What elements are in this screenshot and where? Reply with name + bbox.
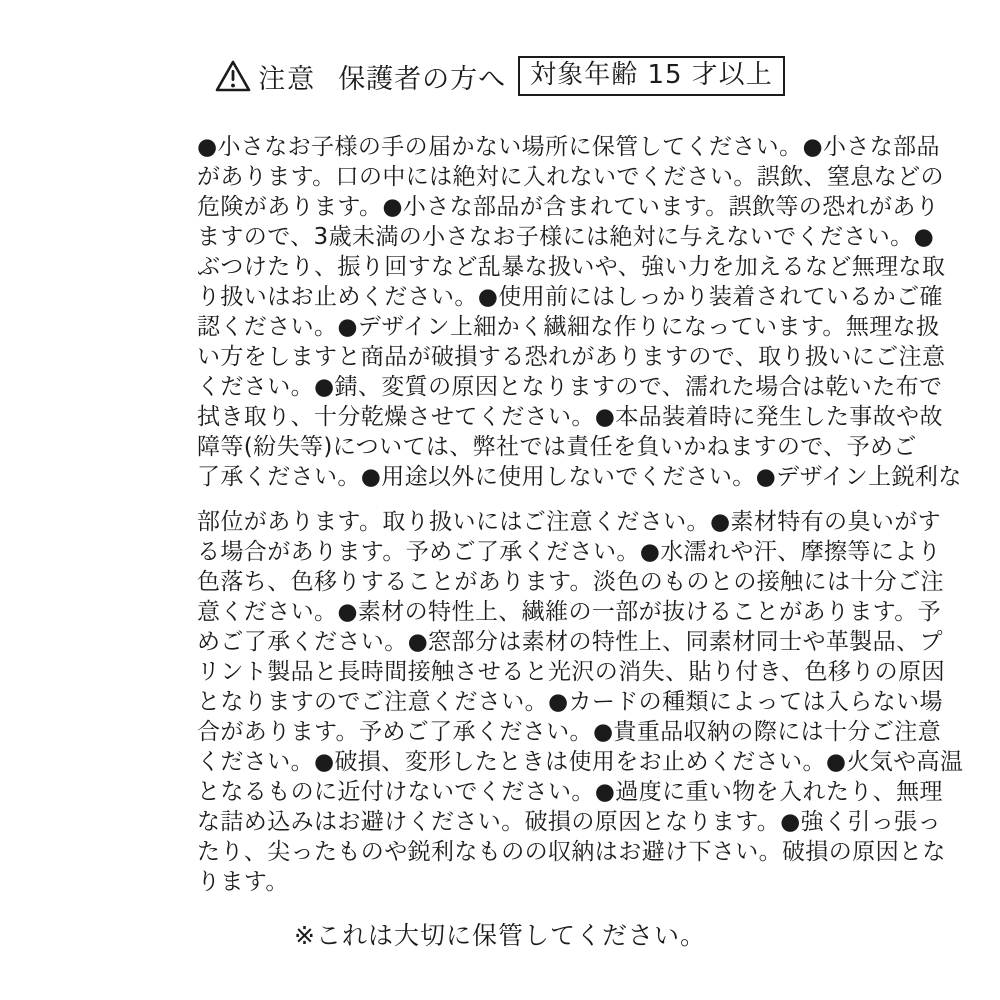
text-line: ください。●破損、変形したときは使用をお止めください。●火気や高温 xyxy=(197,749,964,775)
text-line: 意ください。●素材の特性上、繊維の一部が抜けることがあります。予 xyxy=(197,599,942,625)
text-line: な詰め込みはお避けください。破損の原因となります。●強く引っ張っ xyxy=(197,809,942,835)
text-line: たり、尖ったものや鋭利なものの収納はお避け下さい。破損の原因とな xyxy=(197,839,946,865)
text-line: ります。 xyxy=(197,869,289,895)
text-line: 障等(紛失等)については、弊社では責任を負いかねますので、予めご xyxy=(197,434,917,460)
text-line: となりますのでご注意ください。●カードの種類によっては入らない場 xyxy=(197,689,943,715)
text-line: り扱いはお止めください。●使用前にはしっかり装着されているかご確 xyxy=(197,284,943,310)
text-line: リント製品と長時間接触させると光沢の消失、貼り付き、色移りの原因 xyxy=(197,659,945,685)
text-line: ぶつけたり、振り回すなど乱暴な扱いや、強い力を加えるなど無理な取 xyxy=(197,254,946,280)
text-line: 了承ください。●用途以外に使用しないでください。●デザイン上鋭利な xyxy=(197,464,962,490)
text-line: ●小さなお子様の手の届かない場所に保管してください。●小さな部品 xyxy=(197,134,940,160)
text-line: 認ください。●デザイン上細かく繊細な作りになっています。無理な扱 xyxy=(197,314,940,340)
text-line: 色落ち、色移りすることがあります。淡色のものとの接触には十分ご注 xyxy=(197,569,944,595)
caution-paragraph-2 xyxy=(197,507,964,897)
age-restriction-box: 対象年齢 15 才以上 xyxy=(518,56,785,96)
text-line: 合があります。予めご了承ください。●貴重品収納の際には十分ご注意 xyxy=(197,719,942,745)
audience-title: 保護者の方へ xyxy=(338,63,507,95)
caution-title: 注意 xyxy=(258,63,317,95)
keep-this-note: ※これは大切に保管してください。 xyxy=(294,921,706,950)
text-line: があります。口の中には絶対に入れないでください。誤飲、窒息などの xyxy=(197,164,944,190)
text-line: となるものに近付けないでください。●過度に重い物を入れたり、無理 xyxy=(197,779,943,805)
text-line: い方をしますと商品が破損する恐れがありますので、取り扱いにご注意 xyxy=(197,344,946,370)
warning-triangle-icon xyxy=(215,59,251,93)
caution-header xyxy=(0,56,1000,96)
text-line: 部位があります。取り扱いにはご注意ください。●素材特有の臭いがす xyxy=(197,509,942,535)
text-line: ますので、3歳未満の小さなお子様には絶対に与えないでください。● xyxy=(197,224,935,250)
text-line: ください。●錆、変質の原因となりますので、濡れた場合は乾いた布で xyxy=(197,374,943,400)
text-line: る場合があります。予めご了承ください。●水濡れや汗、摩擦等により xyxy=(197,539,942,565)
text-line: 危険があります。●小さな部品が含まれています。誤飲等の恐れがあり xyxy=(197,194,940,220)
text-line: 拭き取り、十分乾燥させてください。●本品装着時に発生した事故や故 xyxy=(197,404,943,430)
caution-paragraph-1 xyxy=(197,132,962,492)
text-line: めご了承ください。●窓部分は素材の特性上、同素材同士や革製品、プ xyxy=(197,629,943,655)
